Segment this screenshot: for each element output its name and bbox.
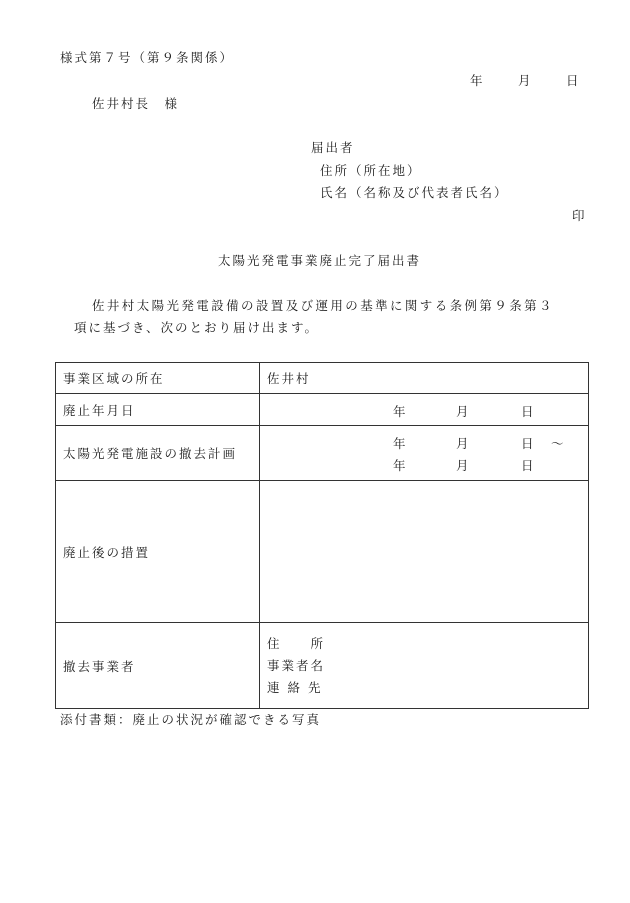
applicant-address: 住所（所在地）	[320, 163, 422, 178]
report-table	[55, 362, 589, 709]
label-removal-contractor: 撤去事業者	[56, 623, 260, 709]
removal-start-year: 年	[393, 436, 408, 451]
applicant-label: 届出者	[311, 140, 355, 155]
label-location: 事業区域の所在	[56, 363, 260, 394]
applicant-name: 氏名（名称及び代表者氏名）	[320, 185, 509, 200]
value-removal-plan	[260, 426, 589, 481]
removal-start-day: 日	[521, 436, 536, 451]
removal-end-year: 年	[393, 458, 408, 473]
seal-mark: 印	[572, 208, 587, 223]
removal-end-day: 日	[521, 458, 536, 473]
body-line-1: 佐井村太陽光発電設備の設置及び運用の基準に関する条例第９条第３	[92, 298, 554, 313]
table-row-post-measures	[56, 481, 589, 623]
label-removal-plan: 太陽光発電施設の撤去計画	[56, 426, 260, 481]
label-post-measures: 廃止後の措置	[56, 481, 260, 623]
removal-end-month: 月	[456, 458, 471, 473]
table-row-location	[56, 363, 589, 394]
value-post-measures	[260, 481, 589, 623]
contractor-name-label: 事業者名	[267, 657, 326, 673]
removal-range-tilde: ～	[551, 436, 566, 451]
label-abolition-date: 廃止年月日	[56, 394, 260, 426]
value-location: 佐井村	[260, 363, 589, 394]
date-day: 日	[566, 73, 581, 88]
contractor-address-label: 住 所	[267, 635, 326, 651]
abolition-month: 月	[456, 403, 471, 419]
abolition-year: 年	[393, 403, 408, 419]
date-month: 月	[518, 73, 533, 88]
table-row-removal-plan	[56, 426, 589, 481]
removal-start-month: 月	[456, 436, 471, 451]
form-number: 様式第７号（第９条関係）	[60, 50, 235, 65]
value-removal-contractor	[260, 623, 589, 709]
contractor-contact-label: 連 絡 先	[267, 679, 323, 695]
attachment-note: 添付書類：廃止の状況が確認できる写真	[60, 712, 322, 727]
addressee: 佐井村長 様	[92, 96, 180, 111]
body-line-2: 項に基づき、次のとおり届け出ます。	[74, 320, 320, 335]
document-title: 太陽光発電事業廃止完了届出書	[218, 253, 422, 268]
date-year: 年	[470, 73, 485, 88]
table-row-removal-contractor	[56, 623, 589, 709]
table-row-abolition-date	[56, 394, 589, 426]
value-abolition-date	[260, 394, 589, 426]
abolition-day: 日	[521, 403, 536, 419]
